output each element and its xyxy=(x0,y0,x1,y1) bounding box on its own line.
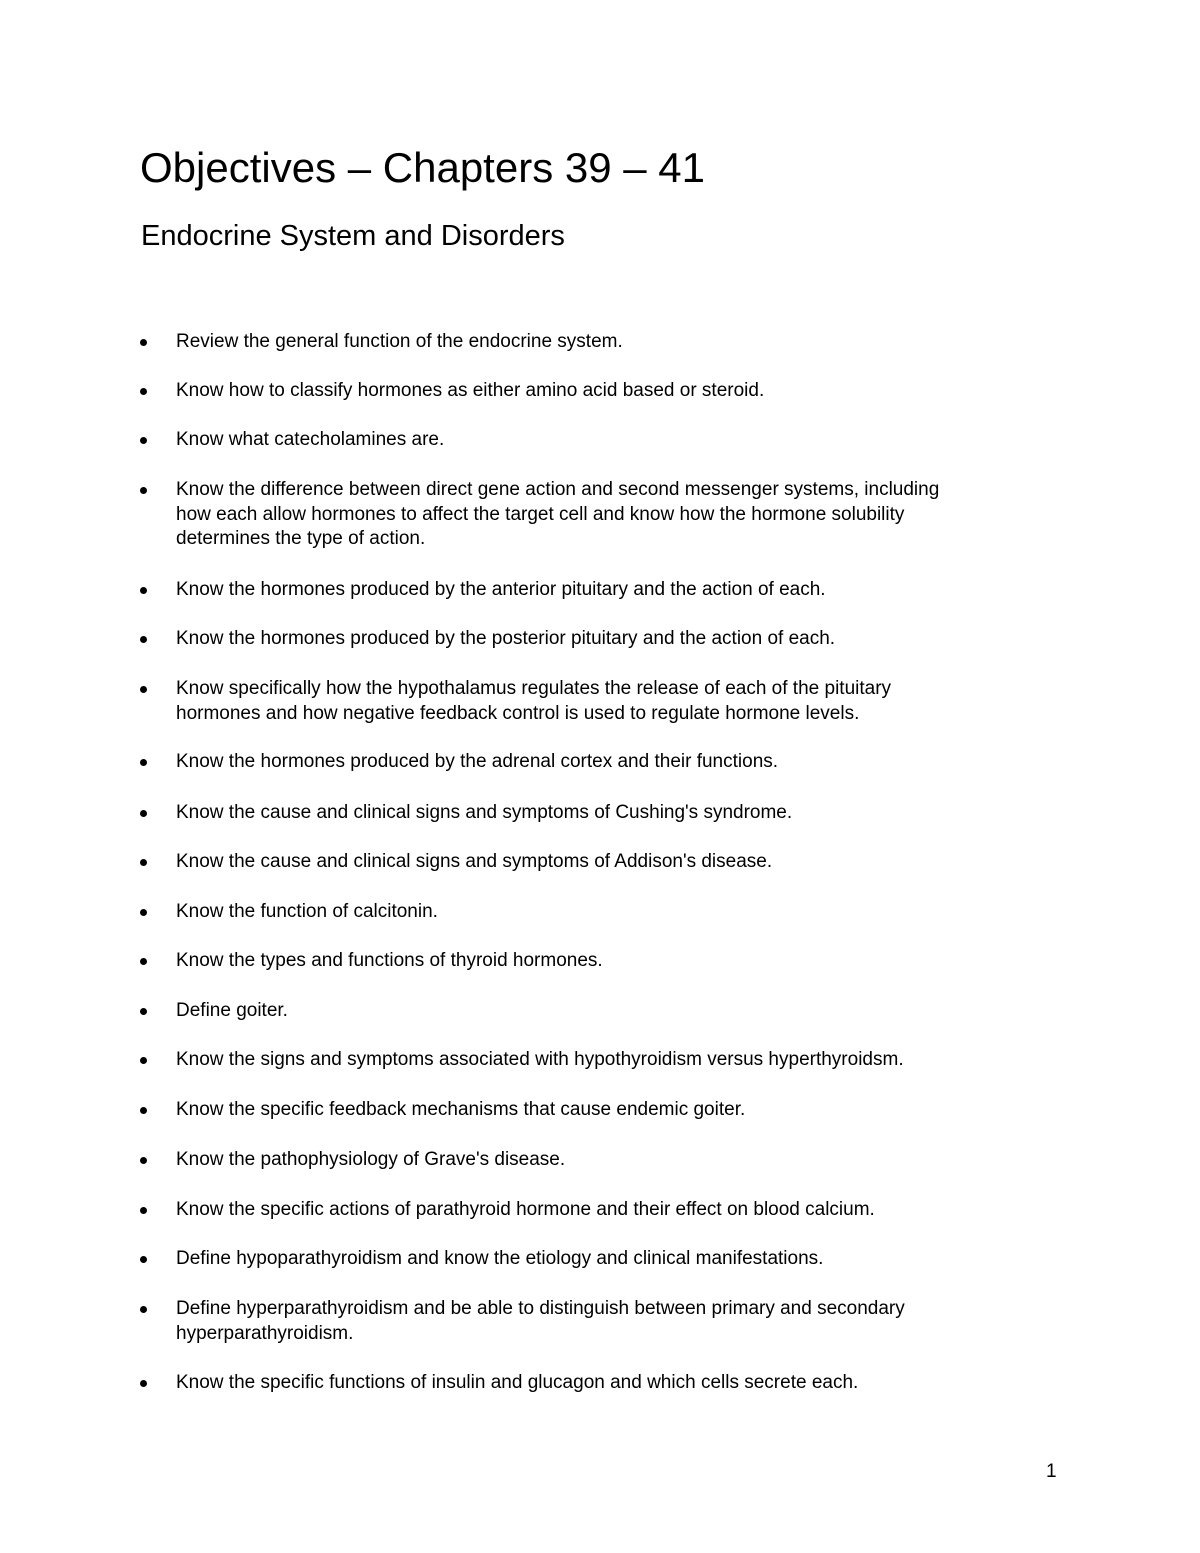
bullet-icon xyxy=(140,686,147,693)
bullet-icon xyxy=(140,759,147,766)
objective-text: Define hyperparathyroidism and be able to distinguish between primary and secondary hyperparathyroidism. xyxy=(176,1298,905,1344)
bullet-icon xyxy=(140,388,147,395)
bullet-icon xyxy=(140,1008,147,1015)
objective-text: Define hypoparathyroidism and know the etiology and clinical manifestations. xyxy=(176,1248,824,1269)
objective-text: Know the difference between direct gene action and second messenger systems, including how each allow hormones to affect the target cell and know how the hormone solubility determines the type of action. xyxy=(176,479,940,549)
objective-text: Define goiter. xyxy=(176,1000,288,1021)
objective-text: Know what catecholamines are. xyxy=(176,429,445,450)
page-number: 1 xyxy=(1046,1461,1057,1482)
bullet-icon xyxy=(140,1380,147,1387)
bullet-icon xyxy=(140,1057,147,1064)
objective-text: Know the hormones produced by the posterior pituitary and the action of each. xyxy=(176,628,836,649)
bullet-icon xyxy=(140,1157,147,1164)
page-title: Objectives – Chapters 39 – 41 xyxy=(140,144,705,191)
objective-text: Know the hormones produced by the adrenal cortex and their functions. xyxy=(176,751,779,772)
objective-text: Know how to classify hormones as either amino acid based or steroid. xyxy=(176,380,765,401)
bullet-icon xyxy=(140,859,147,866)
bullet-icon xyxy=(140,1207,147,1214)
bullet-icon xyxy=(140,909,147,916)
bullet-icon xyxy=(140,810,147,817)
bullet-icon xyxy=(140,958,147,965)
bullet-icon xyxy=(140,1256,147,1263)
page-subtitle: Endocrine System and Disorders xyxy=(141,220,565,252)
objective-text: Know the function of calcitonin. xyxy=(176,901,438,922)
objective-text: Know the hormones produced by the anterior pituitary and the action of each. xyxy=(176,579,826,600)
bullet-icon xyxy=(140,487,147,494)
objective-text: Know the specific functions of insulin and glucagon and which cells secrete each. xyxy=(176,1372,859,1393)
objective-text: Know the specific feedback mechanisms that cause endemic goiter. xyxy=(176,1099,746,1120)
bullet-icon xyxy=(140,339,147,346)
objective-text: Know the signs and symptoms associated with hypothyroidism versus hyperthyroidsm. xyxy=(176,1049,904,1070)
objective-text: Review the general function of the endocrine system. xyxy=(176,331,623,352)
objective-text: Know the cause and clinical signs and symptoms of Cushing's syndrome. xyxy=(176,802,793,823)
bullet-icon xyxy=(140,1306,147,1313)
objective-text: Know the specific actions of parathyroid hormone and their effect on blood calcium. xyxy=(176,1199,875,1220)
objective-text: Know specifically how the hypothalamus regulates the release of each of the pituitary hormones and how negative feedback control is used to regulate hormone levels. xyxy=(176,678,892,724)
bullet-icon xyxy=(140,1107,147,1114)
objective-text: Know the cause and clinical signs and symptoms of Addison's disease. xyxy=(176,851,773,872)
bullet-icon xyxy=(140,437,147,444)
objective-text: Know the pathophysiology of Grave's disease. xyxy=(176,1149,566,1170)
objective-text: Know the types and functions of thyroid hormones. xyxy=(176,950,603,971)
bullet-icon xyxy=(140,587,147,594)
bullet-icon xyxy=(140,636,147,643)
